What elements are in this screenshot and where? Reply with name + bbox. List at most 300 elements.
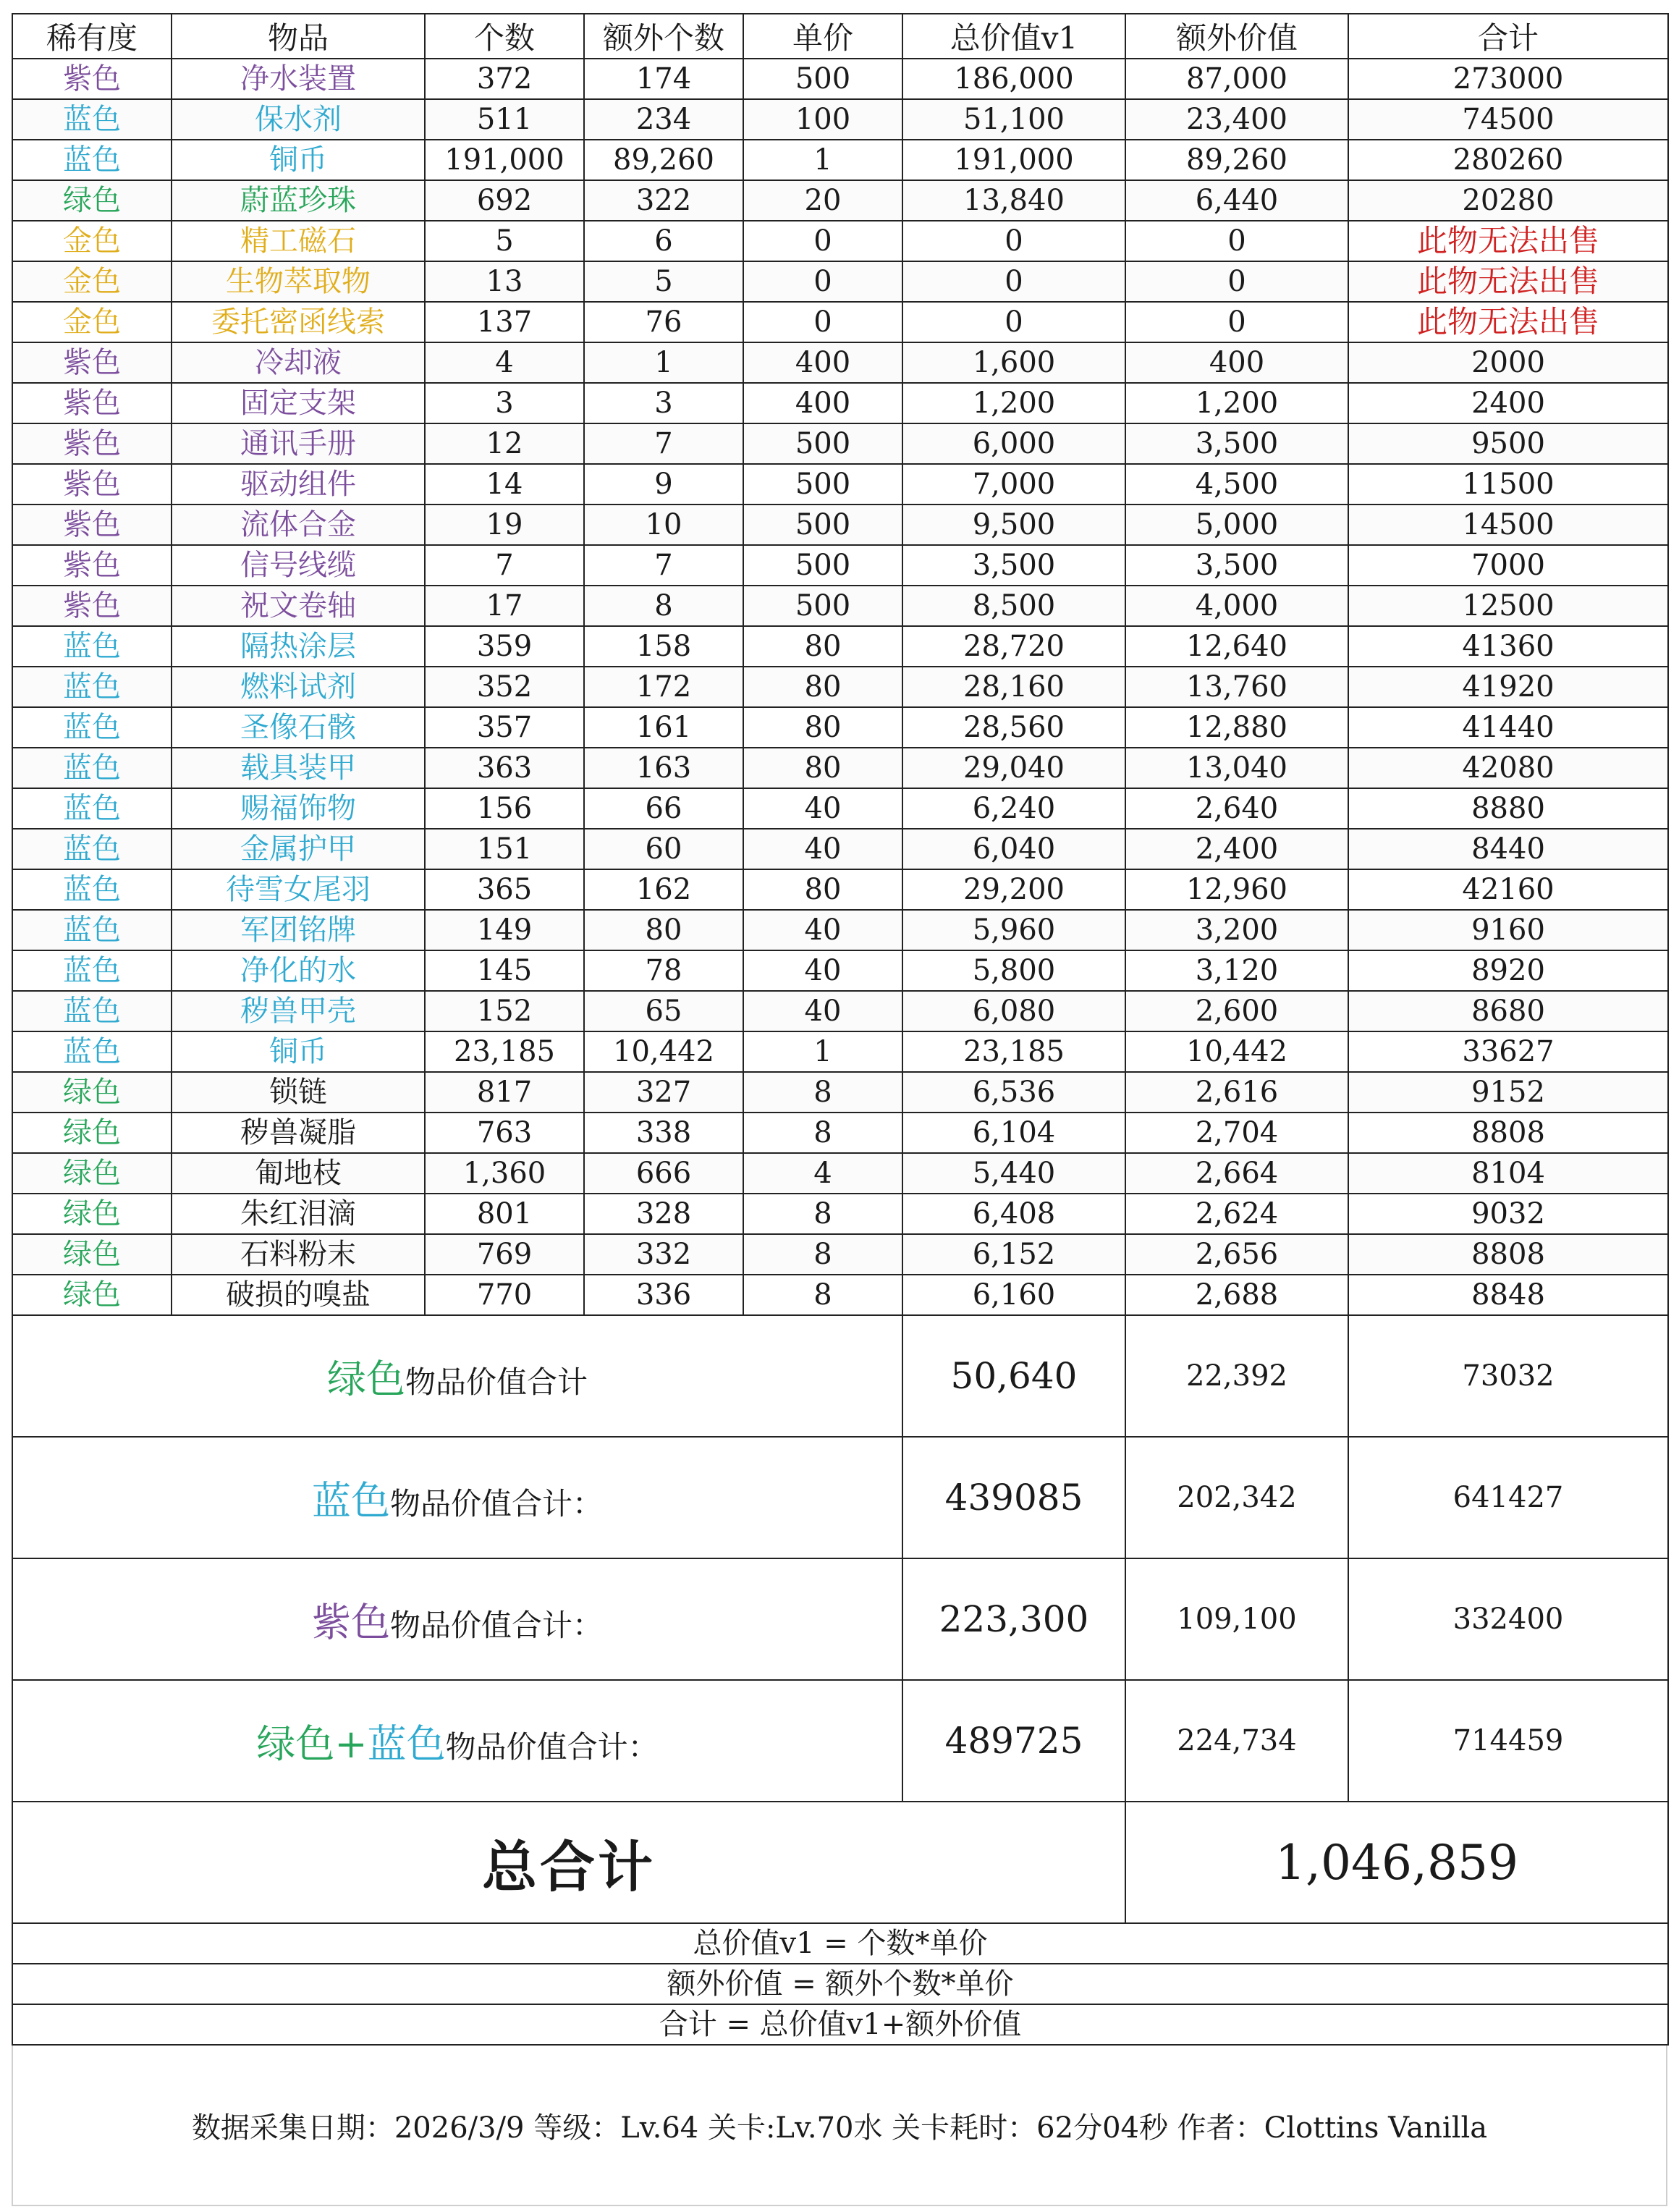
summary-total: 641427 bbox=[1348, 1437, 1668, 1558]
table-row bbox=[12, 1153, 1668, 1194]
cell-value-v1: 5,440 bbox=[902, 1153, 1125, 1194]
cell-extra-value: 10,442 bbox=[1125, 1031, 1348, 1072]
cell-total: 8440 bbox=[1348, 829, 1668, 869]
cell-total: 8104 bbox=[1348, 1153, 1668, 1194]
cell-unit-price: 40 bbox=[743, 910, 902, 950]
cell-unit-price: 80 bbox=[743, 869, 902, 910]
cell-extra-count: 666 bbox=[584, 1153, 743, 1194]
cell-extra-value: 0 bbox=[1125, 302, 1348, 342]
cell-count: 5 bbox=[425, 221, 584, 261]
cell-extra-count: 332 bbox=[584, 1234, 743, 1275]
cell-extra-count: 3 bbox=[584, 383, 743, 423]
cell-value-v1: 13,840 bbox=[902, 180, 1125, 221]
cell-item: 秽兽甲壳 bbox=[172, 991, 425, 1031]
header-count: 个数 bbox=[425, 14, 584, 59]
header-value-v1: 总价值v1 bbox=[902, 14, 1125, 59]
table-row bbox=[12, 991, 1668, 1031]
cell-item: 军团铭牌 bbox=[172, 910, 425, 950]
cell-extra-count: 78 bbox=[584, 950, 743, 991]
table-row bbox=[12, 261, 1668, 302]
table-row bbox=[12, 180, 1668, 221]
cell-extra-value: 4,000 bbox=[1125, 586, 1348, 626]
cell-extra-count: 161 bbox=[584, 707, 743, 748]
table-row bbox=[12, 869, 1668, 910]
cell-extra-value: 3,500 bbox=[1125, 423, 1348, 464]
table-row bbox=[12, 99, 1668, 140]
cell-unit-price: 8 bbox=[743, 1194, 902, 1234]
cell-unit-price: 20 bbox=[743, 180, 902, 221]
formula-row bbox=[12, 2004, 1668, 2045]
cell-extra-value: 13,040 bbox=[1125, 748, 1348, 788]
cell-rarity: 紫色 bbox=[12, 383, 172, 423]
cell-total: 41920 bbox=[1348, 667, 1668, 707]
cell-extra-count: 322 bbox=[584, 180, 743, 221]
summary-label-part: 蓝色 bbox=[367, 1721, 446, 1767]
header-extra-count: 额外个数 bbox=[584, 14, 743, 59]
cell-rarity: 绿色 bbox=[12, 1194, 172, 1234]
cell-count: 4 bbox=[425, 342, 584, 383]
cell-total: 11500 bbox=[1348, 464, 1668, 505]
cell-total: 33627 bbox=[1348, 1031, 1668, 1072]
cell-extra-count: 89,260 bbox=[584, 140, 743, 180]
summary-total: 332400 bbox=[1348, 1558, 1668, 1680]
summary-row bbox=[12, 1437, 1668, 1558]
summary-row bbox=[12, 1315, 1668, 1437]
summary-total: 714459 bbox=[1348, 1680, 1668, 1802]
cell-item: 固定支架 bbox=[172, 383, 425, 423]
table-row bbox=[12, 59, 1668, 99]
cell-extra-count: 76 bbox=[584, 302, 743, 342]
summary-label-part: 物品价值合计： bbox=[389, 1485, 603, 1521]
table-row bbox=[12, 342, 1668, 383]
header-total: 合计 bbox=[1348, 14, 1668, 59]
cell-value-v1: 51,100 bbox=[902, 99, 1125, 140]
cell-unit-price: 8 bbox=[743, 1275, 902, 1315]
cell-extra-value: 2,664 bbox=[1125, 1153, 1348, 1194]
loot-table bbox=[12, 13, 1669, 2046]
table-row bbox=[12, 505, 1668, 545]
formula-row bbox=[12, 1964, 1668, 2004]
cell-extra-count: 338 bbox=[584, 1113, 743, 1153]
table-row bbox=[12, 950, 1668, 991]
cell-item: 祝文卷轴 bbox=[172, 586, 425, 626]
table-row bbox=[12, 1275, 1668, 1315]
cell-unit-price: 40 bbox=[743, 788, 902, 829]
cell-total: 20280 bbox=[1348, 180, 1668, 221]
cell-rarity: 蓝色 bbox=[12, 748, 172, 788]
cell-value-v1: 9,500 bbox=[902, 505, 1125, 545]
cell-count: 145 bbox=[425, 950, 584, 991]
cell-item: 保水剂 bbox=[172, 99, 425, 140]
cell-value-v1: 0 bbox=[902, 221, 1125, 261]
cell-unit-price: 1 bbox=[743, 1031, 902, 1072]
cell-item: 圣像石骸 bbox=[172, 707, 425, 748]
table-row bbox=[12, 1234, 1668, 1275]
cell-total: 此物无法出售 bbox=[1348, 221, 1668, 261]
summary-extra-value: 202,342 bbox=[1125, 1437, 1348, 1558]
cell-extra-value: 2,656 bbox=[1125, 1234, 1348, 1275]
table-row bbox=[12, 748, 1668, 788]
cell-rarity: 紫色 bbox=[12, 59, 172, 99]
header-item: 物品 bbox=[172, 14, 425, 59]
cell-rarity: 紫色 bbox=[12, 586, 172, 626]
cell-value-v1: 186,000 bbox=[902, 59, 1125, 99]
table-row bbox=[12, 383, 1668, 423]
cell-rarity: 蓝色 bbox=[12, 991, 172, 1031]
cell-value-v1: 28,160 bbox=[902, 667, 1125, 707]
header-extra-value: 额外价值 bbox=[1125, 14, 1348, 59]
cell-extra-count: 327 bbox=[584, 1072, 743, 1113]
cell-value-v1: 0 bbox=[902, 261, 1125, 302]
summary-extra-value: 224,734 bbox=[1125, 1680, 1348, 1802]
table-row bbox=[12, 1194, 1668, 1234]
cell-extra-value: 89,260 bbox=[1125, 140, 1348, 180]
cell-rarity: 蓝色 bbox=[12, 910, 172, 950]
cell-extra-value: 3,200 bbox=[1125, 910, 1348, 950]
summary-value-v1: 50,640 bbox=[902, 1315, 1125, 1437]
cell-rarity: 蓝色 bbox=[12, 140, 172, 180]
cell-item: 委托密函线索 bbox=[172, 302, 425, 342]
cell-unit-price: 0 bbox=[743, 261, 902, 302]
cell-extra-count: 80 bbox=[584, 910, 743, 950]
cell-count: 156 bbox=[425, 788, 584, 829]
header-rarity: 稀有度 bbox=[12, 14, 172, 59]
table-row bbox=[12, 302, 1668, 342]
cell-extra-value: 2,704 bbox=[1125, 1113, 1348, 1153]
cell-extra-value: 2,624 bbox=[1125, 1194, 1348, 1234]
cell-item: 朱红泪滴 bbox=[172, 1194, 425, 1234]
cell-extra-count: 6 bbox=[584, 221, 743, 261]
cell-count: 3 bbox=[425, 383, 584, 423]
cell-extra-count: 174 bbox=[584, 59, 743, 99]
cell-rarity: 绿色 bbox=[12, 1072, 172, 1113]
cell-count: 511 bbox=[425, 99, 584, 140]
cell-extra-value: 0 bbox=[1125, 221, 1348, 261]
cell-count: 149 bbox=[425, 910, 584, 950]
cell-extra-value: 400 bbox=[1125, 342, 1348, 383]
cell-count: 17 bbox=[425, 586, 584, 626]
cell-count: 1,360 bbox=[425, 1153, 584, 1194]
cell-count: 769 bbox=[425, 1234, 584, 1275]
cell-total: 41360 bbox=[1348, 626, 1668, 667]
cell-value-v1: 191,000 bbox=[902, 140, 1125, 180]
cell-unit-price: 80 bbox=[743, 707, 902, 748]
cell-item: 流体合金 bbox=[172, 505, 425, 545]
cell-extra-count: 158 bbox=[584, 626, 743, 667]
cell-rarity: 紫色 bbox=[12, 342, 172, 383]
cell-item: 精工磁石 bbox=[172, 221, 425, 261]
cell-extra-count: 5 bbox=[584, 261, 743, 302]
cell-extra-value: 0 bbox=[1125, 261, 1348, 302]
cell-count: 23,185 bbox=[425, 1031, 584, 1072]
cell-item: 石料粉末 bbox=[172, 1234, 425, 1275]
cell-count: 359 bbox=[425, 626, 584, 667]
cell-rarity: 金色 bbox=[12, 221, 172, 261]
cell-item: 驱动组件 bbox=[172, 464, 425, 505]
cell-rarity: 蓝色 bbox=[12, 667, 172, 707]
cell-value-v1: 3,500 bbox=[902, 545, 1125, 586]
cell-item: 载具装甲 bbox=[172, 748, 425, 788]
table-row bbox=[12, 788, 1668, 829]
grand-total-row bbox=[12, 1802, 1668, 1923]
cell-rarity: 金色 bbox=[12, 261, 172, 302]
cell-extra-count: 7 bbox=[584, 545, 743, 586]
cell-count: 151 bbox=[425, 829, 584, 869]
cell-item: 铜币 bbox=[172, 140, 425, 180]
cell-rarity: 绿色 bbox=[12, 180, 172, 221]
cell-item: 蔚蓝珍珠 bbox=[172, 180, 425, 221]
table-row bbox=[12, 667, 1668, 707]
cell-value-v1: 0 bbox=[902, 302, 1125, 342]
cell-item: 信号线缆 bbox=[172, 545, 425, 586]
cell-value-v1: 8,500 bbox=[902, 586, 1125, 626]
table-row bbox=[12, 545, 1668, 586]
cell-count: 14 bbox=[425, 464, 584, 505]
summary-row bbox=[12, 1680, 1668, 1802]
cell-total: 9160 bbox=[1348, 910, 1668, 950]
cell-extra-count: 328 bbox=[584, 1194, 743, 1234]
cell-extra-count: 65 bbox=[584, 991, 743, 1031]
cell-item: 燃料试剂 bbox=[172, 667, 425, 707]
cell-unit-price: 500 bbox=[743, 505, 902, 545]
cell-extra-count: 10,442 bbox=[584, 1031, 743, 1072]
cell-rarity: 紫色 bbox=[12, 423, 172, 464]
cell-value-v1: 7,000 bbox=[902, 464, 1125, 505]
cell-item: 破损的嗅盐 bbox=[172, 1275, 425, 1315]
cell-total: 此物无法出售 bbox=[1348, 261, 1668, 302]
cell-unit-price: 1 bbox=[743, 140, 902, 180]
table-row bbox=[12, 423, 1668, 464]
cell-value-v1: 5,960 bbox=[902, 910, 1125, 950]
summary-label-part: 紫色 bbox=[311, 1599, 390, 1645]
cell-total: 8920 bbox=[1348, 950, 1668, 991]
cell-extra-count: 172 bbox=[584, 667, 743, 707]
formula-extra-value: 额外价值 = 额外个数*单价 bbox=[12, 1964, 1668, 2004]
cell-value-v1: 5,800 bbox=[902, 950, 1125, 991]
cell-unit-price: 40 bbox=[743, 991, 902, 1031]
cell-unit-price: 8 bbox=[743, 1234, 902, 1275]
cell-item: 净水装置 bbox=[172, 59, 425, 99]
cell-extra-value: 2,640 bbox=[1125, 788, 1348, 829]
cell-total: 74500 bbox=[1348, 99, 1668, 140]
cell-total: 273000 bbox=[1348, 59, 1668, 99]
cell-total: 8808 bbox=[1348, 1234, 1668, 1275]
cell-total: 8680 bbox=[1348, 991, 1668, 1031]
cell-extra-value: 2,400 bbox=[1125, 829, 1348, 869]
table-row bbox=[12, 140, 1668, 180]
cell-count: 363 bbox=[425, 748, 584, 788]
cell-count: 7 bbox=[425, 545, 584, 586]
cell-rarity: 紫色 bbox=[12, 505, 172, 545]
cell-extra-value: 1,200 bbox=[1125, 383, 1348, 423]
cell-total: 8808 bbox=[1348, 1113, 1668, 1153]
grand-total-value: 1,046,859 bbox=[1125, 1802, 1668, 1923]
cell-total: 7000 bbox=[1348, 545, 1668, 586]
cell-total: 12500 bbox=[1348, 586, 1668, 626]
cell-rarity: 蓝色 bbox=[12, 99, 172, 140]
cell-unit-price: 500 bbox=[743, 545, 902, 586]
cell-unit-price: 500 bbox=[743, 59, 902, 99]
table-row bbox=[12, 1113, 1668, 1153]
cell-item: 匍地枝 bbox=[172, 1153, 425, 1194]
summary-label-part: 蓝色 bbox=[311, 1477, 390, 1524]
table-row bbox=[12, 707, 1668, 748]
summary-label-part: 物品价值合计： bbox=[445, 1728, 659, 1765]
summary-rows bbox=[12, 1315, 1668, 1802]
summary-label-part: + bbox=[334, 1721, 368, 1767]
cell-value-v1: 6,152 bbox=[902, 1234, 1125, 1275]
summary-label-part: 绿色 bbox=[326, 1356, 405, 1402]
cell-value-v1: 29,200 bbox=[902, 869, 1125, 910]
cell-count: 152 bbox=[425, 991, 584, 1031]
cell-count: 763 bbox=[425, 1113, 584, 1153]
cell-value-v1: 6,104 bbox=[902, 1113, 1125, 1153]
cell-unit-price: 0 bbox=[743, 302, 902, 342]
cell-extra-value: 87,000 bbox=[1125, 59, 1348, 99]
summary-row bbox=[12, 1558, 1668, 1680]
cell-extra-value: 3,120 bbox=[1125, 950, 1348, 991]
cell-total: 2400 bbox=[1348, 383, 1668, 423]
cell-total: 14500 bbox=[1348, 505, 1668, 545]
table-row bbox=[12, 221, 1668, 261]
cell-extra-value: 23,400 bbox=[1125, 99, 1348, 140]
cell-extra-value: 12,880 bbox=[1125, 707, 1348, 748]
cell-extra-value: 3,500 bbox=[1125, 545, 1348, 586]
cell-count: 352 bbox=[425, 667, 584, 707]
cell-value-v1: 6,040 bbox=[902, 829, 1125, 869]
summary-label bbox=[12, 1558, 902, 1680]
cell-unit-price: 500 bbox=[743, 464, 902, 505]
cell-unit-price: 4 bbox=[743, 1153, 902, 1194]
cell-unit-price: 400 bbox=[743, 383, 902, 423]
cell-rarity: 蓝色 bbox=[12, 707, 172, 748]
summary-label bbox=[12, 1315, 902, 1437]
cell-value-v1: 1,200 bbox=[902, 383, 1125, 423]
summary-extra-value: 109,100 bbox=[1125, 1558, 1348, 1680]
cell-item: 待雪女尾羽 bbox=[172, 869, 425, 910]
cell-item: 铜币 bbox=[172, 1031, 425, 1072]
footer-box bbox=[12, 2046, 1667, 2206]
summary-label bbox=[12, 1680, 902, 1802]
cell-extra-count: 9 bbox=[584, 464, 743, 505]
cell-extra-count: 7 bbox=[584, 423, 743, 464]
cell-value-v1: 6,240 bbox=[902, 788, 1125, 829]
cell-rarity: 蓝色 bbox=[12, 869, 172, 910]
table-row bbox=[12, 910, 1668, 950]
cell-total: 42160 bbox=[1348, 869, 1668, 910]
cell-unit-price: 8 bbox=[743, 1072, 902, 1113]
cell-item: 隔热涂层 bbox=[172, 626, 425, 667]
cell-value-v1: 28,560 bbox=[902, 707, 1125, 748]
cell-item: 锁链 bbox=[172, 1072, 425, 1113]
cell-extra-value: 2,688 bbox=[1125, 1275, 1348, 1315]
cell-extra-value: 12,640 bbox=[1125, 626, 1348, 667]
cell-rarity: 绿色 bbox=[12, 1153, 172, 1194]
cell-unit-price: 40 bbox=[743, 950, 902, 991]
cell-count: 191,000 bbox=[425, 140, 584, 180]
cell-unit-price: 80 bbox=[743, 748, 902, 788]
cell-extra-value: 6,440 bbox=[1125, 180, 1348, 221]
loot-value-sheet bbox=[12, 13, 1667, 2206]
cell-value-v1: 23,185 bbox=[902, 1031, 1125, 1072]
cell-extra-count: 10 bbox=[584, 505, 743, 545]
cell-value-v1: 6,536 bbox=[902, 1072, 1125, 1113]
cell-count: 692 bbox=[425, 180, 584, 221]
cell-rarity: 蓝色 bbox=[12, 829, 172, 869]
cell-item: 秽兽凝脂 bbox=[172, 1113, 425, 1153]
cell-rarity: 绿色 bbox=[12, 1113, 172, 1153]
cell-count: 137 bbox=[425, 302, 584, 342]
cell-total: 8880 bbox=[1348, 788, 1668, 829]
cell-total: 2000 bbox=[1348, 342, 1668, 383]
cell-total: 9032 bbox=[1348, 1194, 1668, 1234]
cell-count: 12 bbox=[425, 423, 584, 464]
summary-total: 73032 bbox=[1348, 1315, 1668, 1437]
cell-count: 13 bbox=[425, 261, 584, 302]
cell-extra-value: 4,500 bbox=[1125, 464, 1348, 505]
summary-value-v1: 439085 bbox=[902, 1437, 1125, 1558]
cell-extra-count: 336 bbox=[584, 1275, 743, 1315]
cell-extra-count: 8 bbox=[584, 586, 743, 626]
cell-rarity: 绿色 bbox=[12, 1275, 172, 1315]
table-row bbox=[12, 1072, 1668, 1113]
cell-item: 净化的水 bbox=[172, 950, 425, 991]
cell-count: 365 bbox=[425, 869, 584, 910]
cell-rarity: 蓝色 bbox=[12, 950, 172, 991]
table-row bbox=[12, 829, 1668, 869]
cell-extra-value: 2,616 bbox=[1125, 1072, 1348, 1113]
cell-unit-price: 80 bbox=[743, 667, 902, 707]
table-row bbox=[12, 1031, 1668, 1072]
cell-count: 801 bbox=[425, 1194, 584, 1234]
cell-rarity: 蓝色 bbox=[12, 1031, 172, 1072]
cell-value-v1: 28,720 bbox=[902, 626, 1125, 667]
cell-rarity: 蓝色 bbox=[12, 626, 172, 667]
cell-value-v1: 1,600 bbox=[902, 342, 1125, 383]
cell-total: 41440 bbox=[1348, 707, 1668, 748]
summary-extra-value: 22,392 bbox=[1125, 1315, 1348, 1437]
cell-item: 生物萃取物 bbox=[172, 261, 425, 302]
cell-rarity: 紫色 bbox=[12, 545, 172, 586]
cell-item: 通讯手册 bbox=[172, 423, 425, 464]
cell-extra-value: 12,960 bbox=[1125, 869, 1348, 910]
cell-extra-value: 2,600 bbox=[1125, 991, 1348, 1031]
cell-count: 817 bbox=[425, 1072, 584, 1113]
cell-extra-count: 60 bbox=[584, 829, 743, 869]
cell-unit-price: 80 bbox=[743, 626, 902, 667]
summary-value-v1: 489725 bbox=[902, 1680, 1125, 1802]
cell-count: 770 bbox=[425, 1275, 584, 1315]
cell-unit-price: 400 bbox=[743, 342, 902, 383]
formula-value-v1: 总价值v1 = 个数*单价 bbox=[12, 1923, 1668, 1964]
cell-value-v1: 6,408 bbox=[902, 1194, 1125, 1234]
summary-label-part: 物品价值合计： bbox=[389, 1607, 603, 1643]
cell-value-v1: 6,000 bbox=[902, 423, 1125, 464]
cell-unit-price: 500 bbox=[743, 586, 902, 626]
header-row bbox=[12, 14, 1668, 59]
cell-rarity: 蓝色 bbox=[12, 788, 172, 829]
cell-count: 372 bbox=[425, 59, 584, 99]
summary-value-v1: 223,300 bbox=[902, 1558, 1125, 1680]
cell-unit-price: 500 bbox=[743, 423, 902, 464]
cell-unit-price: 0 bbox=[743, 221, 902, 261]
summary-label bbox=[12, 1437, 902, 1558]
footer-info: 数据采集日期：2026/3/9 等级：Lv.64 关卡:Lv.70水 关卡耗时：62分04秒 作者：Clottins Vanilla bbox=[191, 2111, 1488, 2145]
cell-extra-count: 163 bbox=[584, 748, 743, 788]
cell-total: 42080 bbox=[1348, 748, 1668, 788]
cell-extra-count: 234 bbox=[584, 99, 743, 140]
cell-value-v1: 6,080 bbox=[902, 991, 1125, 1031]
